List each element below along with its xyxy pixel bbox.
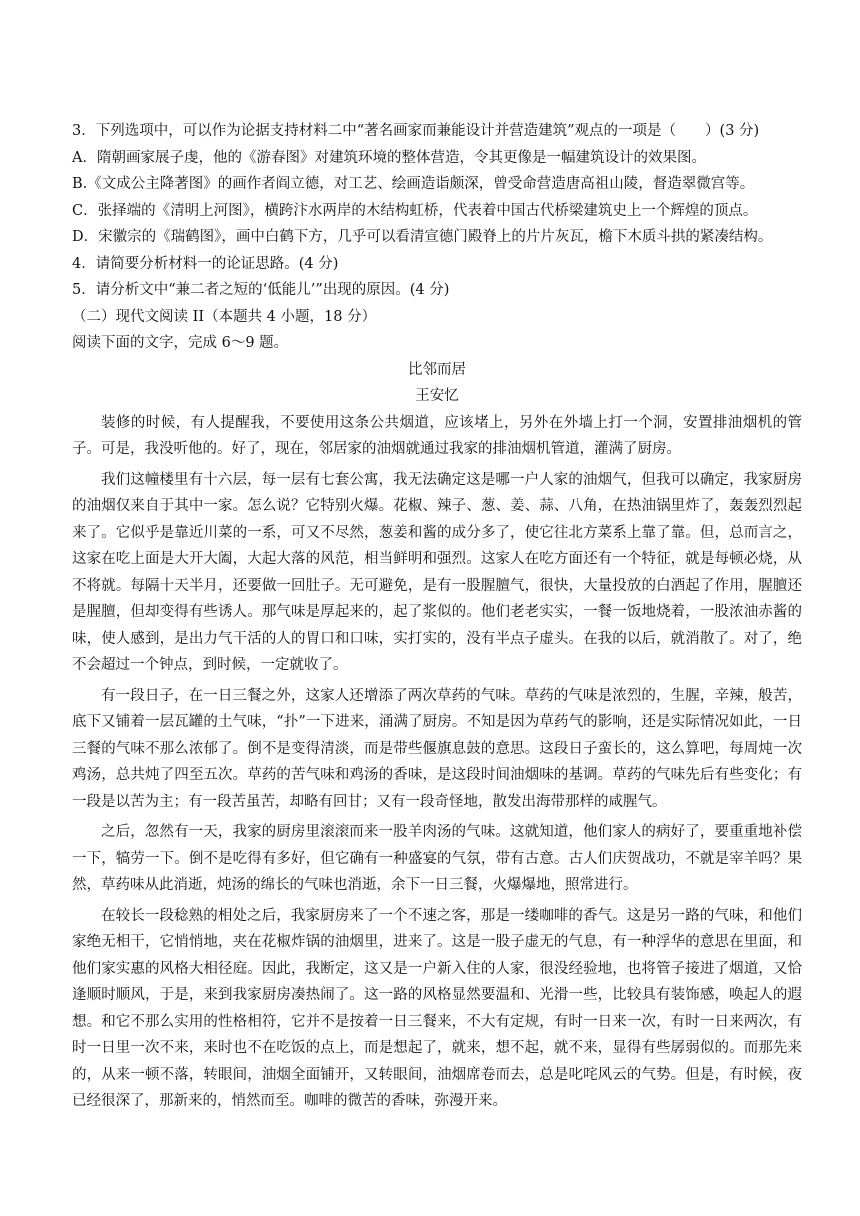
question-3: 3．下列选项中，可以作为论据支持材料二中“著名画家而兼能设计并营造建筑”观点的一项是（ ）(3 分) xyxy=(72,123,760,139)
article-paragraph: 我们这幢楼里有十六层，每一层有七套公寓，我无法确定这是哪一户人家的油烟气，但我可以确定，我家厨房的油烟仅来自于其中一家。怎么说？它特别火爆。花椒、辣子、葱、姜、蒜、八角，在热油锅里炸了，轰轰烈烈起来了。它似乎是靠近川菜的一系，可又不尽然，葱姜和酱的成分多了，使它往北方菜系上靠了靠。但，总而言之，这家在吃上面是大开大阖，大起大落的风范，相当鲜明和强烈。这家人在吃方面还有一个特征，就是每顿必烧，从不将就。每隔十天半月，还要做一回肚子。无可避免，是有一股腥膻气，很快，大量投放的白酒起了作用，腥膻还是腥膻，但却变得有些诱人。那气味是厚起来的，起了浆似的。他们老老实实，一餐一饭地烧着，一股浓油赤酱的味，使人感到，是出力气干活的人的胃口和口味，实打实的，没有半点子虚头。在我的以后，就消散了。对了，绝不会超过一个钟点，到时候，一定就收了。 xyxy=(72,471,802,673)
question-3-option-c: C．张择端的《清明上河图》，横跨汴水两岸的木结构虹桥，代表着中国古代桥梁建筑史上一个辉煌的顶点。 xyxy=(72,202,758,219)
article-paragraph: 在较长一段稔熟的相处之后，我家厨房来了一个不速之客，那是一缕咖啡的香气。这是另一路的气味，和他们家绝无相干，它悄悄地，夹在花椒炸锅的油烟里，进来了。这是一股子虚无的气息，有一种浮华的意思在里面，和他们家实惠的风格大相径庭。因此，我断定，这又是一户新入住的人家，很没经验地，也将管子接进了烟道，又恰逢顺时顺风，于是，来到我家厨房凑热闹了。这一路的风格显然要温和、光滑一些，比较具有装饰感，唤起人的遐想。和它不那么实用的性格相符，它并不是按着一日三餐来，不大有定规，有时一日来一次，有时一日来两次，有时一日里一次不来，来时也不在吃饭的点上，而是想起了，就来，想不起，就不来，显得有些孱弱似的。而那先来的，从来一顿不落，转眼间，油烟全面铺开，又转眼间，油烟席卷而去，总是叱咤风云的气势。但是，有时候，夜已经很深了，那新来的，悄然而至。咖啡的微苦的香味，弥漫开来。 xyxy=(72,907,802,1109)
question-3-option-a: A．隋朝画家展子虔，他的《游春图》对建筑环境的整体营造，令其更像是一幅建筑设计的效果图。 xyxy=(72,149,706,166)
section-heading: （二）现代文阅读 II（本题共 4 小题，18 分） xyxy=(72,308,377,325)
question-5: 5．请分析文中“兼二者之短的‘低能儿’”出现的原因。(4 分) xyxy=(72,282,450,298)
article-author: 王安忆 xyxy=(415,388,459,404)
article-paragraph: 有一段日子，在一日三餐之外，这家人还增添了两次草药的气味。草药的气味是浓烈的，生腥，辛辣，般苦，底下又铺着一层瓦罐的土气味，“扑”一下进来，涌满了厨房。不知是因为草药气的影响，还是实际情况如此，一日三餐的气味不那么浓郁了。倒不是变得清淡，而是带些偃旗息鼓的意思。这段日子蛮长的，这么算吧，每周炖一次鸡汤，总共炖了四至五次。草药的苦气味和鸡汤的香味，是这段时间油烟味的基调。草药的气味先后有些变化；有一段是以苦为主；有一段苦虽苦，却略有回甘；又有一段奇怪地，散发出海带那样的咸腥气。 xyxy=(72,687,802,810)
question-3-option-d: D．宋徽宗的《瑞鹤图》，画中白鹤下方，几乎可以看清宣德门殿脊上的片片灰瓦，檐下木质斗拱的紧凑结构。 xyxy=(72,229,773,245)
question-4: 4．请简要分析材料一的论证思路。(4 分) xyxy=(72,255,339,272)
exam-page xyxy=(72,118,802,1119)
question-3-option-b: B.《文成公主降著图》的画作者阎立德，对工艺、绘画造诣颇深，曾受命营造唐高祖山陵，督造翠微宫等。 xyxy=(72,176,755,192)
article-title: 比邻而居 xyxy=(408,361,466,378)
article-body xyxy=(72,410,802,1115)
article-paragraph: 装修的时候，有人提醒我，不要使用这条公共烟道，应该堵上，另外在外墙上打一个洞，安置排油烟机的管子。可是，我没听他的。好了，现在，邻居家的油烟就通过我家的排油烟机管道，灌满了厨房。 xyxy=(72,414,802,457)
article-paragraph: 之后，忽然有一天，我家的厨房里滚滚而来一股羊肉汤的气味。这就知道，他们家人的病好了，要重重地补偿一下，犒劳一下。倒不是吃得有多好，但它确有一种盛宴的气氛，带有古意。古人们庆贺战功，不就是宰羊吗？果然，草药味从此消逝，炖汤的绵长的气味也消逝，余下一日三餐，火爆爆地，照常进行。 xyxy=(72,824,802,893)
section-instruction: 阅读下面的文字，完成 6～9 题。 xyxy=(72,335,289,351)
